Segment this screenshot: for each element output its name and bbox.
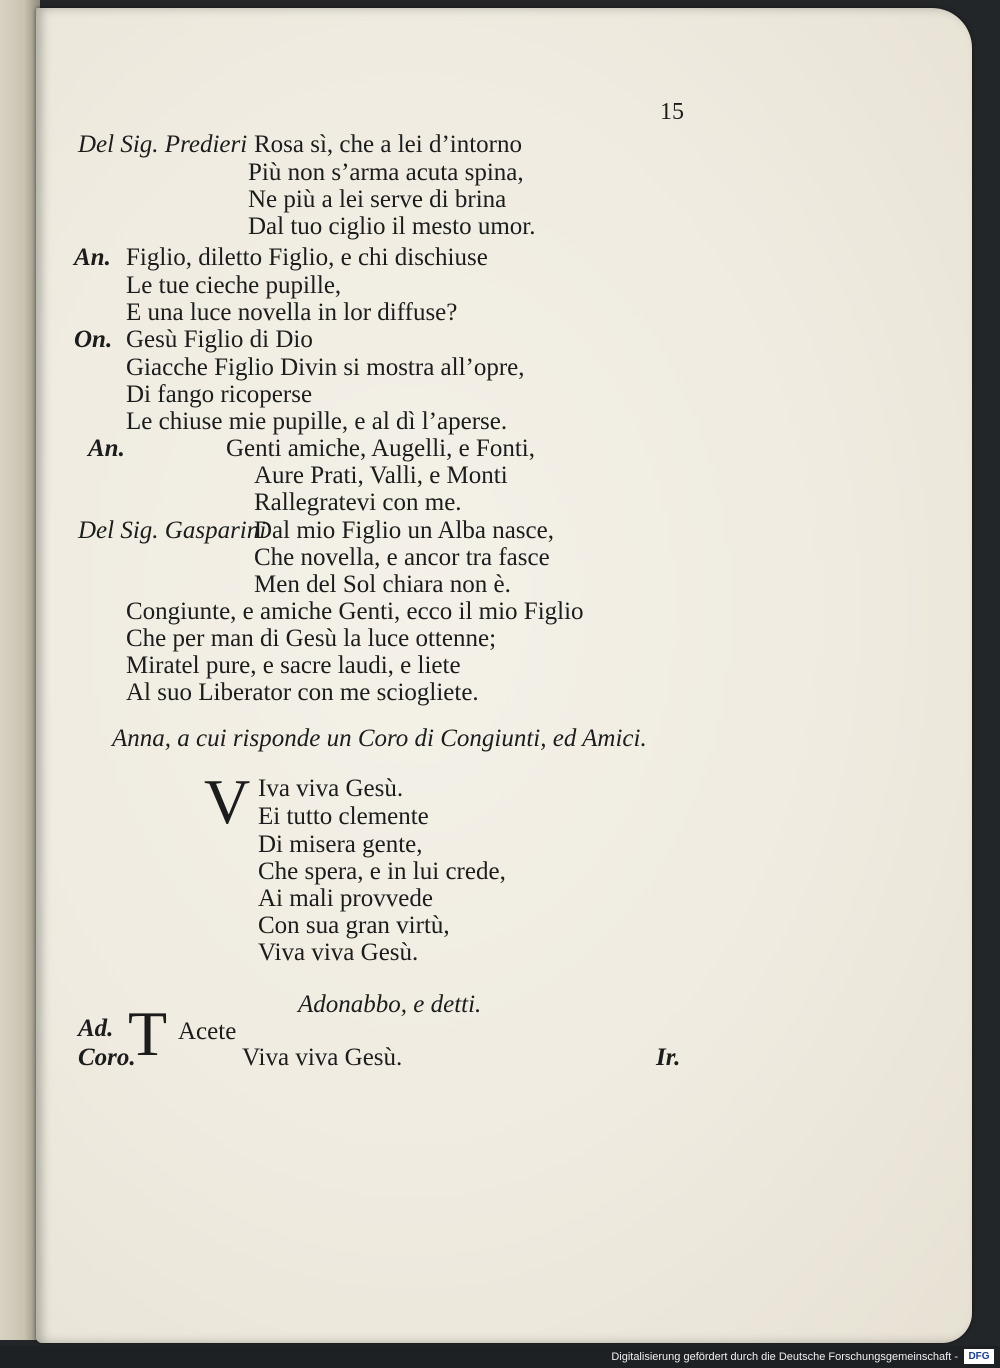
verse-line: Di fango ricoperse: [126, 381, 313, 408]
verse-line: Dal tuo ciglio il mesto umor.: [248, 213, 536, 240]
verse-line: Dal mio Figlio un Alba nasce,: [254, 517, 554, 544]
book-spine: [0, 0, 40, 1340]
stage-direction: Anna, a cui risponde un Coro di Congiunti, ed Amici.: [112, 725, 647, 752]
verse-line: E una luce novella in lor diffuse?: [126, 299, 458, 326]
drop-cap: V: [204, 766, 251, 837]
verse-line: Rallegratevi con me.: [254, 489, 462, 516]
speaker-label: On.: [74, 326, 113, 353]
speaker-label: Del Sig. Gasparini: [78, 517, 267, 544]
speaker-label: Coro.: [78, 1044, 136, 1071]
speaker-label: An.: [74, 244, 111, 271]
verse-line: Acete: [178, 1018, 237, 1045]
speaker-label: An.: [88, 435, 125, 462]
funding-note: Digitalisierung gefördert durch die Deutsche Forschungsgemeinschaft -: [611, 1351, 958, 1363]
verse-line: Che spera, e in lui crede,: [258, 858, 506, 885]
verse-line: Le tue cieche pupille,: [126, 272, 342, 299]
verse-line: Genti amiche, Augelli, e Fonti,: [226, 435, 535, 462]
verse-line: Men del Sol chiara non è.: [254, 571, 511, 598]
verse-line: Figlio, diletto Figlio, e chi dischiuse: [126, 244, 488, 271]
verse-line: Di misera gente,: [258, 831, 423, 858]
page-number: 15: [660, 99, 684, 125]
verse-line: Rosa sì, che a lei d’intorno: [254, 131, 522, 158]
catchword: Ir.: [656, 1044, 681, 1071]
verse-line: Con sua gran virtù,: [258, 912, 450, 939]
stage-direction: Adonabbo, e detti.: [298, 991, 482, 1018]
verse-line: Viva viva Gesù.: [258, 939, 419, 966]
verse-line: Iva viva Gesù.: [258, 775, 404, 802]
verse-line: Al suo Liberator con me sciogliete.: [126, 679, 479, 706]
speaker-label: Del Sig. Predieri: [78, 131, 248, 158]
verse-line: Gesù Figlio di Dio: [126, 326, 313, 353]
verse-line: Ai mali provvede: [258, 885, 433, 912]
verse-line: Aure Prati, Valli, e Monti: [254, 462, 508, 489]
verse-line: Che novella, e ancor tra fasce: [254, 544, 550, 571]
verse-line: Che per man di Gesù la luce ottenne;: [126, 625, 497, 652]
verse-line: Viva viva Gesù.: [242, 1044, 403, 1071]
verse-line: Le chiuse mie pupille, e al dì l’aperse.: [126, 408, 508, 435]
verse-line: Congiunte, e amiche Genti, ecco il mio Figlio: [126, 598, 584, 625]
speaker-label: Ad.: [78, 1015, 114, 1042]
book-page: [36, 8, 972, 1343]
verse-line: Ne più a lei serve di brina: [248, 186, 507, 213]
footer-bar: [0, 1346, 1000, 1368]
verse-line: Ei tutto clemente: [258, 803, 429, 830]
drop-cap: T: [128, 998, 168, 1069]
verse-line: Miratel pure, e sacre laudi, e liete: [126, 652, 461, 679]
verse-line: Giacche Figlio Divin si mostra all’opre,: [126, 354, 525, 381]
dfg-logo: DFG: [964, 1349, 994, 1364]
verse-line: Più non s’arma acuta spina,: [248, 159, 524, 186]
